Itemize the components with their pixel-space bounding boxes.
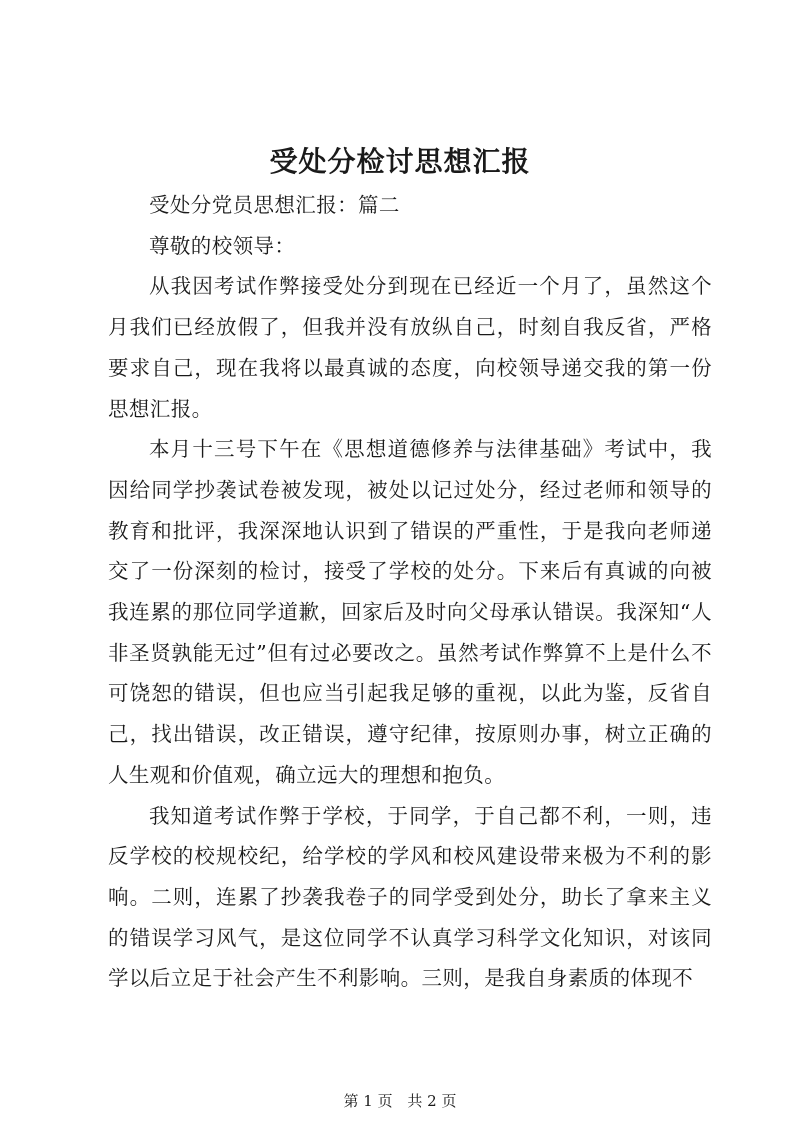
paragraph-2: 本月十三号下午在《思想道德修养与法律基础》考试中，我因给同学抄袭试卷被发现，被处以记过处分，经过老师和领导的教育和批评，我深深地认识到了错误的严重性，于是我向老师递交了一份深刻的检讨，接受了学校的处分。下来后有真诚的向被我连累的那位同学道歉，回家后及时向父母承认错误。我深知“人非圣贤孰能无过”但有过必要改之。虽然考试作弊算不上是什么不可饶恕的错误，但也应当引起我足够的重视，以此为鉴，反省自己，找出错误，改正错误，遵守纪律，按原则办事，树立正确的人生观和价值观，确立远大的理想和抱负。 — [108, 437, 712, 787]
paragraph-3: 我知道考试作弊于学校，于同学，于自己都不利，一则，违反学校的校规校纪，给学校的学风和校风建设带来极为不利的影响。二则，连累了抄袭我卷子的同学受到处分，助长了拿来主义的错误学习风气，是这位同学不认真学习科学文化知识，对该同学以后立足于社会产生不利影响。三则，是我自身素质的体现不 — [108, 803, 712, 991]
paragraph-1: 从我因考试作弊接受处分到现在已经近一个月了，虽然这个月我们已经放假了，但我并没有放纵自己，时刻自我反省，严格要求自己，现在我将以最真诚的态度，向校领导递交我的第一份思想汇报。 — [108, 274, 712, 421]
document-title: 受处分检讨思想汇报 — [269, 145, 531, 178]
page-number: 第 1 页 — [343, 1092, 393, 1110]
paragraph-subtitle: 受处分党员思想汇报：篇二 — [149, 193, 400, 217]
document-body — [108, 185, 712, 999]
page-total: 共 2 页 — [407, 1092, 457, 1110]
paragraph-salutation: 尊敬的校领导： — [149, 233, 296, 258]
page-footer — [0, 1090, 800, 1111]
